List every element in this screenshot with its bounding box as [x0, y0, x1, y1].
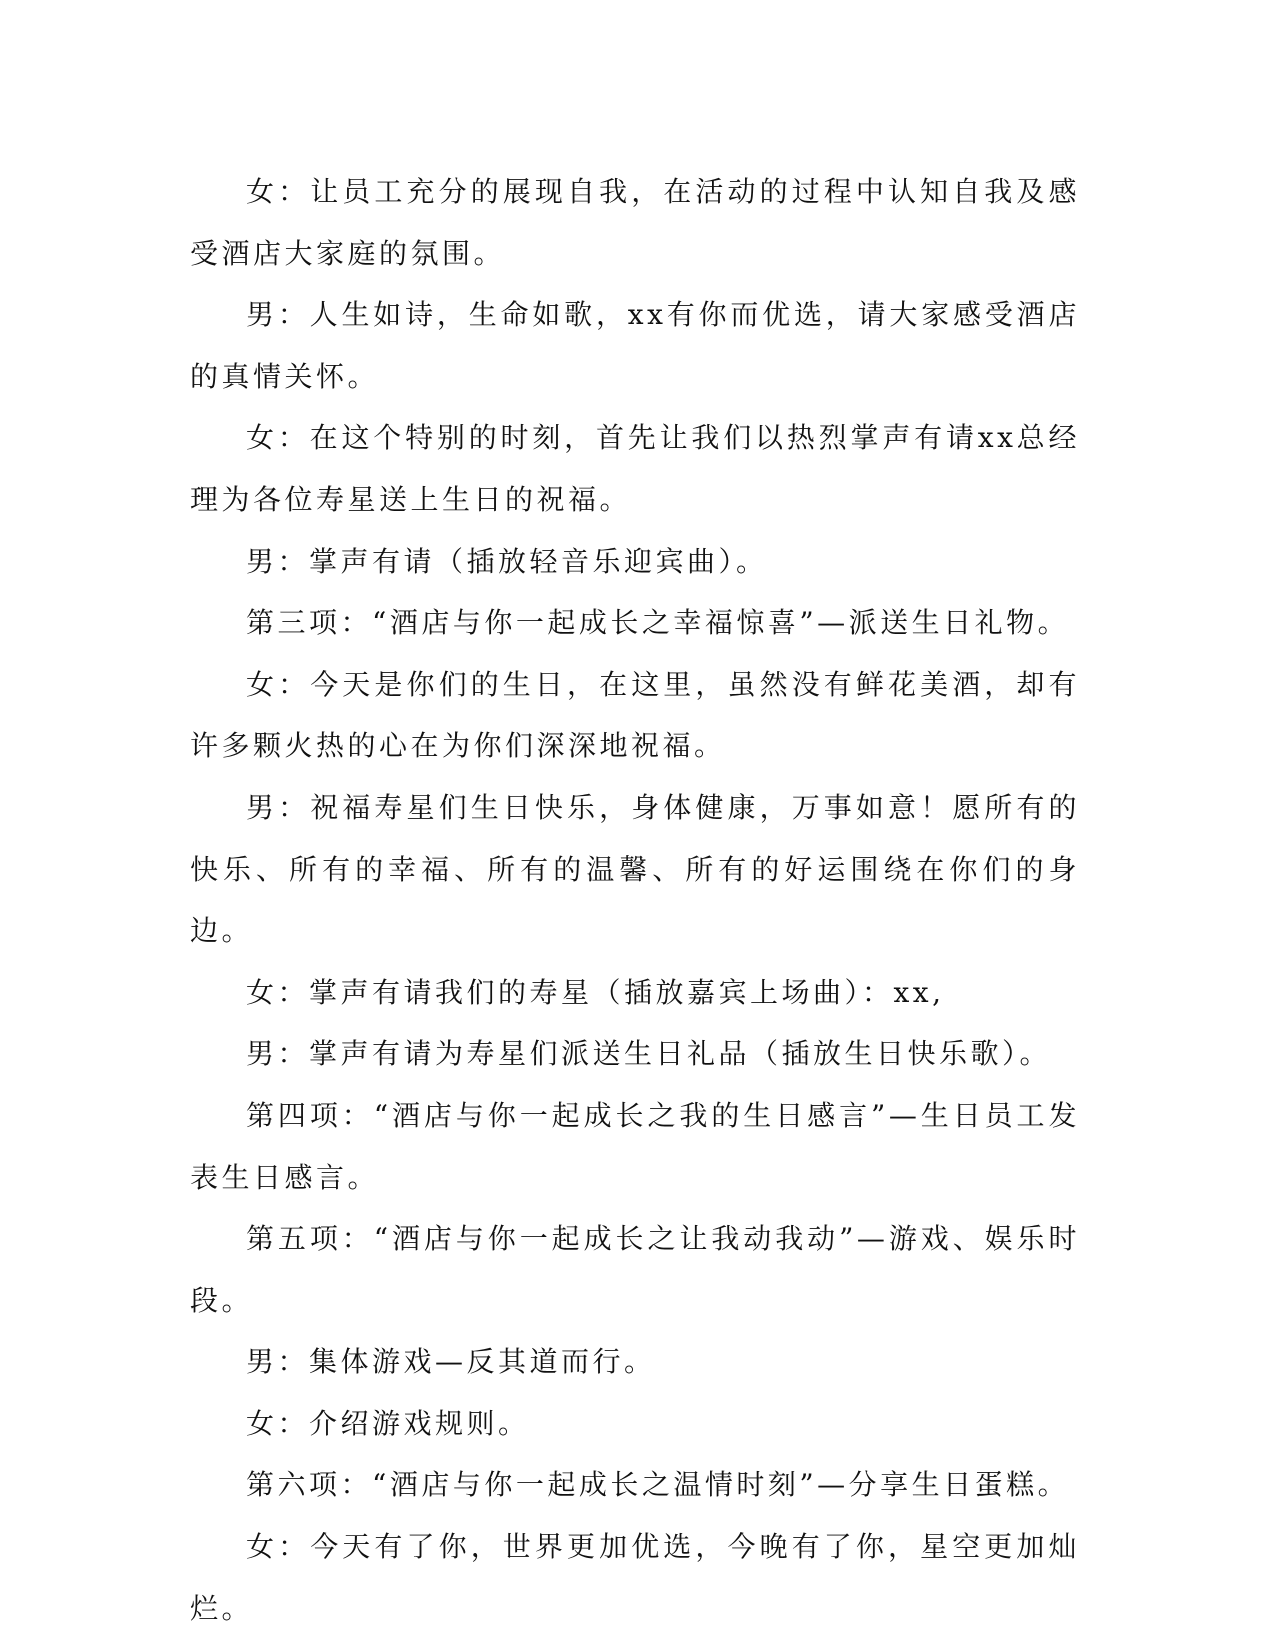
paragraph-4: 男：掌声有请（插放轻音乐迎宾曲）。 [246, 544, 768, 578]
paragraph-11: 第五项：“酒店与你一起成长之让我动我动”—游戏、娱乐时段。 [190, 1222, 1080, 1317]
paragraph-7: 男：祝福寿星们生日快乐，身体健康，万事如意！愿所有的快乐、所有的幸福、所有的温馨、所有的好运围绕在你们的身边。 [190, 790, 1080, 948]
paragraph-15: 女：今天有了你，世界更加优选，今晚有了你，星空更加灿烂。 [190, 1530, 1080, 1625]
paragraph-9: 男：掌声有请为寿星们派送生日礼品（插放生日快乐歌）。 [246, 1037, 1052, 1071]
paragraph-12: 男：集体游戏—反其道而行。 [246, 1345, 656, 1379]
paragraph-8: 女：掌声有请我们的寿星（插放嘉宾上场曲）：xx, [246, 975, 945, 1009]
paragraph-6: 女：今天是你们的生日，在这里，虽然没有鲜花美酒，却有许多颗火热的心在为你们深深地祝福。 [190, 667, 1080, 763]
document-body [190, 161, 1080, 1639]
paragraph-2: 男：人生如诗，生命如歌，xx有你而优选，请大家感受酒店的真情关怀。 [190, 298, 1080, 393]
paragraph-1: 女：让员工充分的展现自我，在活动的过程中认知自我及感受酒店大家庭的氛围。 [190, 175, 1080, 270]
paragraph-3: 女：在这个特别的时刻，首先让我们以热烈掌声有请xx总经理为各位寿星送上生日的祝福。 [190, 421, 1080, 516]
paragraph-10: 第四项：“酒店与你一起成长之我的生日感言”—生日员工发表生日感言。 [190, 1098, 1080, 1194]
paragraph-14: 第六项：“酒店与你一起成长之温情时刻”—分享生日蛋糕。 [246, 1468, 1070, 1502]
paragraph-5: 第三项：“酒店与你一起成长之幸福惊喜”—派送生日礼物。 [246, 606, 1070, 640]
paragraph-13: 女：介绍游戏规则。 [246, 1406, 530, 1440]
